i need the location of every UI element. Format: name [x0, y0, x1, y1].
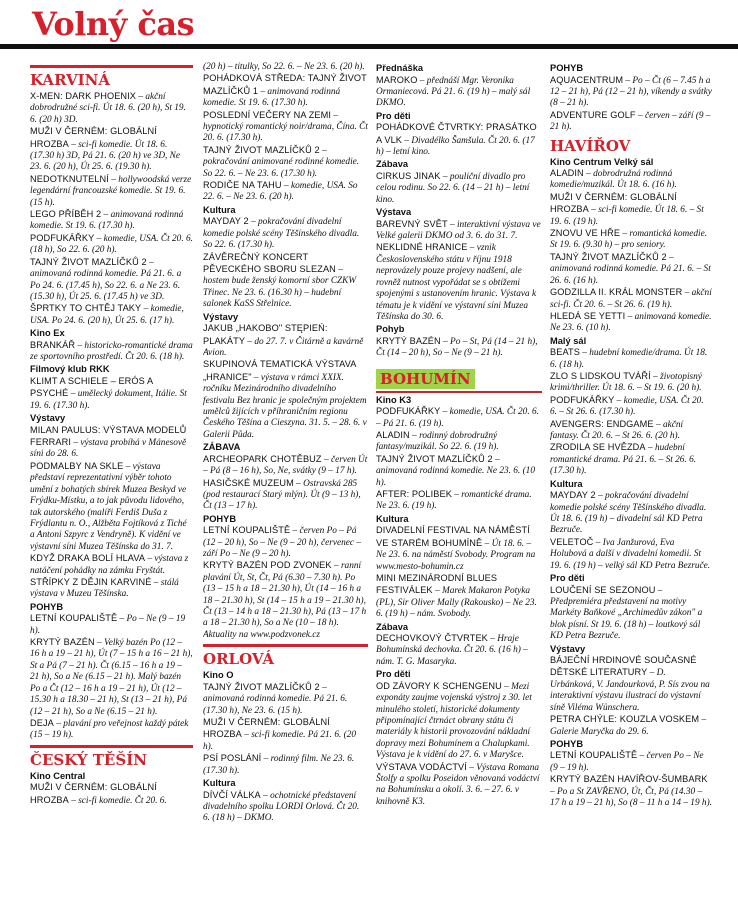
section [203, 62, 368, 641]
event-description: – Marek Makaron Potyka (PL), Sir Oliver Mally (Rakousko) – Ne 23. 6. (19 h) – nám. Svobody. [376, 586, 537, 620]
event-description: – animovaná rodinná komedie. Pá 21. 6. a Po 24. 6. (17.45 h), So 22. 6. a Ne 23. 6. (15.30 h), Út 25. 6. (17.45 h) ve 3D. [30, 257, 182, 302]
event-listing [376, 430, 542, 454]
event-description: – akční sci-fi. Čt 20. 6. – St 26. 6. (19 h). [550, 288, 712, 310]
event-description: – vznik Československého státu v říjnu 1918 neprovázely pouze projevy nadšení, ale rovněž nutnost vypořádat se s obtížemi spojenými s ustanovením hranic. Výstava k tématu je k vidění ve výstavní síni Muzea Těšínska do 30. 6. [376, 243, 537, 322]
event-title: DEJA [30, 717, 54, 728]
event-title: PETRA CHÝLE: KOUZLA VOSKEM [550, 714, 700, 725]
event-title: AFTER: POLIBEK [376, 488, 452, 499]
event-listing [376, 75, 542, 110]
venue-heading: ZÁBAVA [203, 442, 241, 453]
event-description: – Hraje Bohumínská dechovka. Čt 20. 6. (16 h) – nám. T. G. Masaryka. [376, 634, 528, 667]
event-description: – pouliční divadlo pro celou rodinu. So 22. 6. (14 – 21 h) – letní kino. [376, 171, 530, 205]
event-description: (20 h) – titulky, So 22. 6. – Ne 23. 6. (20 h). [203, 62, 365, 72]
event-title: MUŽI V ČERNÉM: GLOBÁLNÍ HROZBA [30, 126, 157, 149]
event-description: – výstava představí reprezentativní výběr tohoto umění z bohatých sbírek Muzea Beskyd ve Frýdku-Místku, a to jak původu lidového, tak autorského (malíři Ferdiš Duša z Frýdlantu n. O., Alžběta Fojtíková z Tiché a Antoni Szpyrc z Vendryně). K vidění ve výstavní síni Muzea Těšínska do 31. 7. [30, 461, 187, 552]
event-title: DECHOVKOVÝ ČTVRTEK [376, 633, 488, 644]
event-title: AVENGERS: ENDGAME [550, 418, 654, 429]
event-description: – rodinný dobrodružný fantasy/muzikál. So 22. 6. (19 h). [376, 430, 499, 453]
event-description: – Předpremiéra představení na motivy Markéty Baňkové „Archimedův zákon" a blok písní. St 19. 6. (18 h) – loutkový sál KD Petra Bezruče. [550, 585, 703, 642]
event-listing [30, 174, 193, 209]
event-title: MILAN PAULUS: VÝSTAVA MODELŮ FERRARI [30, 424, 187, 448]
event-description: – hypnotický romantický noir/drama, Čína. Čt 20. 6. (17.30 h). [203, 110, 368, 144]
event-title: ŠPRTKY TO CHTĚJ TAKY [30, 303, 142, 314]
venue-heading: Kino K3 [376, 394, 412, 405]
event-description: – animovaná rodinná komedie. Pá 21. 6. – St 26. 6. (16 h). [550, 252, 711, 286]
event-description: – dobrodružná rodinná komedie/muzikál. Út 18. 6. (16 h). [550, 169, 677, 191]
venue-heading: Kultura [203, 778, 236, 789]
event-title: ZÁVĚREČNÝ KONCERT PĚVECKÉHO SBORU SLEZAN [203, 251, 336, 274]
event-title: MAYDAY 2 [550, 490, 596, 501]
event-listing [203, 478, 368, 513]
event-listing [550, 750, 712, 774]
event-listing [203, 682, 368, 717]
venue-heading: Výstavy [30, 413, 66, 424]
event-description: – animovaná rodinná komedie. St 19. 6. (17.30 h). [30, 210, 184, 232]
event-listing [550, 419, 712, 443]
event-listing [550, 442, 712, 477]
event-listing [30, 126, 193, 174]
event-listing [30, 613, 193, 637]
column-4 [550, 62, 712, 905]
section [203, 644, 368, 824]
event-description: – komedie, USA. Čt 20. 6. – Pá 21. 6. (19 h). [376, 407, 539, 429]
event-description: – komedie, USA. Čt 20. 6. (18 h), So 22. 6. (20 h). [30, 233, 193, 256]
event-listing [203, 252, 368, 311]
venue-heading: Pro děti [376, 669, 411, 680]
event-title: AQUACENTRUM [550, 74, 624, 85]
venue-heading: Výstava [376, 207, 412, 218]
event-description: – červen Po – Pá (12 – 20 h), So – Ne (9 – 20 h), červenec – září Po – Ne (9 – 20 h). [203, 526, 362, 560]
event-listing [30, 257, 193, 304]
event-description: – Po a St ZAVŘENO, Út, Čt, Pá (14.30 – 17 h a 19 – 21 h), So (8 – 11 h a 14 – 19 h). [550, 786, 712, 809]
event-description: – D. Urbánková, V. Jandourková, P. Sís zvou na interaktivní výstavu ilustrací do výstavní síně Viléma Wünschera. [550, 668, 710, 713]
event-title: TAJNÝ ŽIVOT MAZLÍČKŮ 2 [550, 251, 667, 262]
event-title: ALADIN [376, 429, 410, 440]
event-description: – Výstava Romana Štolfy a spolku Poseidon věnovaná vodáctví na Bohumínsku a okolí. 3. 6. – 27. 6. v knihovně K3. [376, 762, 540, 807]
event-title: JAKUB „HAKOBO" STĘPIEŃ: PLAKÁTY [203, 323, 328, 346]
venue-heading: Zábava [376, 159, 409, 170]
event-description: – plavání pro veřejnost každý pátek (15 – 19 h). [30, 718, 189, 741]
event-title: MUŽI V ČERNÉM: GLOBÁLNÍ HROZBA [203, 717, 330, 740]
event-description: – hollywoodská verze legendární francouzské komedie. St 19. 6. (15 h). [30, 174, 192, 208]
venue-heading: Pohyb [376, 324, 405, 335]
event-listing [203, 790, 368, 825]
event-description: – akční fantasy. Čt 20. 6. – St 26. 6. (20 h). [550, 419, 684, 442]
venue-heading: Pro děti [550, 573, 585, 584]
event-description: – akční dobrodružné sci-fi. Út 18. 6. (20 h), St 19. 6. (20 h) 3D. [30, 92, 186, 125]
event-title: LETNÍ KOUPALIŠTĚ [550, 750, 638, 761]
event-listing [30, 637, 193, 718]
event-listing [203, 216, 368, 251]
event-listing [376, 573, 542, 621]
event-description: – Ostravská 285 (pod restaurací Starý mlýn). Út (9 – 13 h), Čt (13 – 17 h). [203, 478, 361, 512]
event-listing [203, 73, 368, 109]
city-heading: KARVINÁ [30, 65, 193, 89]
event-listing [30, 340, 193, 364]
event-listing [550, 537, 712, 572]
event-listing [203, 145, 368, 180]
event-title: ARCHEOPARK CHOTĚBUZ [203, 453, 322, 464]
event-description: – komedie, USA. So 22. 6. – Ne 23. 6. (20 h). [203, 181, 358, 203]
event-title: NEKLIDNÉ HRANICE [376, 242, 468, 253]
event-title: VELETOČ [550, 536, 594, 547]
event-description: – Iva Janžurová, Eva Holubová a další v divadelní komedii. St 19. 6. (19 h) – velký sál KD Petra Bezruče. [550, 537, 711, 571]
event-listing [550, 371, 712, 395]
event-listing [550, 75, 712, 110]
event-description: – rodinný film. Ne 23. 6. (17.30 h). [203, 754, 355, 776]
event-listing [30, 577, 193, 601]
event-description: – červen Út – Pá (8 – 16 h), So, Ne, svátky (9 – 17 h). [203, 454, 368, 477]
event-listing [376, 122, 542, 158]
event-listing [550, 252, 712, 287]
event-title: DIVADELNÍ FESTIVAL NA NÁMĚSTÍ VE STARÉM BOHUMÍNĚ [376, 525, 530, 548]
event-listing [30, 303, 193, 327]
event-listing [203, 180, 368, 204]
venue-heading: Kultura [203, 204, 236, 215]
venue-heading: Filmový klub RKK [30, 364, 110, 375]
event-description: – Mezi exponáty zaujme vojenská výstroj z 30. let minulého století, historické dokumenty připomínající čtrnáct obrany státu či materiály k historii provozování nákladní dopravy mezi Bohumínem a Chalupkami. Výstava je k vidění do 27. 6. v Maryšce. [376, 681, 532, 761]
event-description: – animovaná rodinná komedie. St 19. 6. (17.30 h). [203, 86, 341, 109]
event-description: – interaktivní výstava ve Velké galerii DKMO od 3. 6. do 31. 7. [376, 219, 541, 242]
city-heading: ČESKÝ TĚŠÍN [30, 745, 193, 769]
event-title: TAJNÝ ŽIVOT MAZLÍČKŮ 2 [203, 681, 320, 692]
event-title: MUŽI V ČERNÉM: GLOBÁLNÍ HROZBA [550, 191, 677, 215]
event-title: BÁJEČNÍ HRDINOVÉ SOUČASNÉ DĚTSKÉ LITERATURY [550, 655, 697, 678]
venue-heading: Výstavy [550, 643, 586, 654]
section [376, 363, 542, 809]
event-title: TAJNÝ ŽIVOT MAZLÍČKŮ 2 [376, 453, 493, 464]
event-title: BAREVNÝ SVĚT [376, 218, 448, 229]
event-title: ZRODILA SE HVĚZDA [550, 442, 646, 453]
event-description: – Galerie Maryčka do 29. 6. [550, 715, 707, 737]
event-title: KRYTÝ BAZÉN POD ZVONEK [203, 560, 332, 571]
event-listing [376, 633, 542, 668]
section [550, 63, 712, 134]
event-title: POHÁDKOVÉ ČTVRTKY: PRASÁTKO A VLK [376, 122, 537, 145]
event-listing [30, 425, 193, 461]
event-listing [376, 454, 542, 489]
event-description: – Divadélko Šamšula. Čt 20. 6. (17 h) – letní kino. [376, 135, 535, 158]
event-title: MAROKO [376, 74, 418, 85]
event-description: – výstava z natáčení pohádky na zámku Fryštát. [30, 554, 189, 576]
page-title: Volný čas [32, 5, 195, 43]
event-description: – historicko-romantické drama ze sportovního prostředí. Čt 20. 6. (18 h). [30, 340, 193, 363]
event-title: LOUČENÍ SE SEZONOU [550, 584, 656, 595]
city-heading: HAVÍŘOV [550, 136, 631, 155]
event-title: DÍVČÍ VÁLKA [203, 789, 261, 800]
event-title: MUŽI V ČERNÉM: GLOBÁLNÍ HROZBA [30, 782, 157, 805]
section [30, 65, 193, 742]
event-description: – Út 18. 6. – Ne 23. 6. na náměstí Svobody. Program na www.mesto-bohumin.cz [376, 538, 536, 572]
event-title: HASIČSKÉ MUZEUM [203, 477, 294, 488]
event-description: – romantické drama. Ne 23. 6. (19 h). [376, 489, 532, 512]
event-listing [203, 753, 368, 777]
event-title: KDYŽ DRAKA BOLÍ HLAVA [30, 553, 146, 564]
event-listing [30, 782, 193, 807]
title-rule [0, 44, 738, 49]
event-listing [203, 717, 368, 753]
event-description: – animovaná rodinná komedie. Pá 21. 6. (17.30 h), Ne 23. 6. (15 h). [203, 682, 348, 716]
event-title: KRYTÝ BAZÉN [30, 637, 95, 648]
event-listing [550, 714, 712, 738]
event-description: – životopisný krimi/thriller. Út 18. 6. – St 19. 6. (20 h). [550, 372, 702, 394]
event-listing [376, 762, 542, 809]
event-title: MINI MEZINÁRODNÍ BLUES FESTIVÁLEK [376, 572, 498, 596]
event-description: – hostem bude ženský komorní sbor CZKW Třinec. Ne 23. 6. (16.30 h) – hudební salonek KaSS Střelnice. [203, 265, 357, 310]
event-description: – romantická komedie. St 19. 6. (9.30 h) – pro seniory. [550, 229, 708, 251]
venue-heading: POHYB [30, 601, 64, 612]
event-listing [550, 585, 712, 643]
event-description: – pokračování animované rodinné komedie. So 22. 6. – Ne 23. 6. (17.30 h). [203, 145, 360, 179]
section [30, 745, 193, 807]
event-listing [30, 461, 193, 553]
column-2 [203, 62, 368, 905]
event-title: PODFUKÁŘKY [550, 394, 615, 405]
event-title: TAJNÝ ŽIVOT MAZLÍČKŮ 2 [30, 256, 147, 267]
event-description: – stálá výstava v Muzeu Těšínska. [30, 577, 179, 600]
venue-heading: Kultura [550, 478, 583, 489]
event-description: – výstava v rámci XXIX. ročníku Mezinárodního divadelního festivalu Bez hranic je společným projektem umělců žijících v příhraničním regionu Českého Těšína a Cieszyna. 31. 5. – 28. 6. v Galerii Půda. [203, 372, 367, 440]
event-description: – do 27. 7. v Čitárně a kavárně Avion. [203, 336, 364, 358]
event-listing [376, 171, 542, 206]
event-description: – Po – Čt (6 – 7.45 h a 12 – 21 h), Pá (12 – 21 h), víkendy a svátky (8 – 21 h). [550, 75, 712, 109]
event-description: – Po – St, Pá (14 – 21 h), Čt (14 – 20 h), So – Ne (9 – 21 h). [376, 336, 538, 359]
event-description: – umělecký dokument, Itálie. St 19. 6. (17.30 h). [30, 389, 187, 411]
event-title: POSLEDNÍ VEČERY NA ZEMI [203, 109, 332, 120]
event-listing [203, 454, 368, 478]
event-title: LEGO PŘÍBĚH 2 [30, 209, 102, 220]
venue-heading: Malý sál [550, 335, 587, 346]
event-title: ADVENTURE GOLF [550, 109, 636, 120]
event-title: PSÍ POSLÁNÍ [203, 753, 262, 764]
event-listing [376, 336, 542, 360]
event-description: – hudební romantické drama. Pá 21. 6. – St 26. 6. (17.30 h). [550, 443, 697, 477]
event-listing [376, 219, 542, 243]
event-title: POHÁDKOVÁ STŘEDA: TAJNÝ ŽIVOT MAZLÍČKŮ 1 [203, 73, 367, 96]
event-listing [203, 359, 368, 441]
event-listing [550, 287, 712, 311]
event-description: – pokračování divadelní komedie polské scény Těšínského divadla. So 22. 6. (17.30 h). [203, 217, 360, 251]
event-listing [550, 228, 712, 252]
column-3 [376, 62, 542, 905]
event-listing [376, 681, 542, 762]
event-description: – výstava probíhá v Mánesově síni do 28. 6. [30, 438, 187, 460]
section [376, 63, 542, 360]
event-description: – červen – září (9 – 21 h). [550, 110, 711, 133]
event-title: RODIČE NA TAHU [203, 180, 282, 191]
event-title: PODFUKÁŘKY [376, 406, 441, 417]
event-description: – Po – Ne (9 – 19 h). [30, 614, 186, 636]
venue-heading: POHYB [203, 513, 237, 524]
event-listing [550, 192, 712, 228]
event-listing [30, 209, 193, 233]
event-title: GODZILLA II. KRÁL MONSTER [550, 287, 683, 298]
venue-heading: Kino Ex [30, 328, 65, 339]
event-title: ZNOVU VE HŘE [550, 228, 621, 239]
venue-heading: Kino O [203, 670, 234, 681]
event-title: HLEDÁ SE YETTI [550, 310, 626, 321]
event-description: – animovaná komedie. Ne 23. 6. (10 h). [550, 311, 712, 334]
event-listing [30, 553, 193, 577]
event-description: – červen Po – Ne (9 – 19 h). [550, 751, 704, 773]
event-description: – sci-fi komedie. Pá 21. 6. (20 h). [203, 730, 357, 752]
event-title: SKUPINOVÁ TEMATICKÁ VÝSTAVA „HRANICE" [203, 359, 356, 382]
event-title: PODFUKÁŘKY [30, 232, 95, 243]
event-description: – animovaná rodinná komedie. Ne 23. 6. (10 h). [376, 454, 535, 488]
section [550, 137, 712, 810]
event-listing [550, 395, 712, 419]
venue-heading: Výstavy [203, 311, 239, 322]
event-listing [550, 311, 712, 335]
event-description: – Velký bazén Po (12 – 16 h a 19 – 21 h), Út (7 – 15 h a 16 – 21 h), St a Pá (7 – 21 h). Čt (6.15 – 16 h a 19 – 21 h), So a Ne (6.15 – 21 h). Malý bazén Po a Čt (12 – 16 h a 19 – 21 h), Út (12 – 15.30 h a 18.30 – 21 h), St (13 – 21 h), Pá (12 – 21 h), So a Ne (6.15 – 21 h). [30, 638, 193, 717]
event-title: LETNÍ KOUPALIŠTĚ [30, 613, 118, 624]
event-title: TAJNÝ ŽIVOT MAZLÍČKŮ 2 [203, 144, 320, 155]
venue-heading: POHYB [550, 738, 584, 749]
event-listing [30, 91, 193, 126]
event-listing [30, 233, 193, 257]
venue-heading: Pro děti [376, 110, 411, 121]
event-listing [376, 242, 542, 323]
venue-heading: POHYB [550, 63, 584, 73]
event-listing [203, 525, 368, 560]
event-title: NEDOTKNUTELNÍ [30, 173, 109, 184]
event-listing [30, 376, 193, 412]
event-description: – ochotnické představení divadelního spolku LORDI Orlová. Čt 20. 6. (18 h) – DKMO. [203, 790, 360, 824]
event-description: – ranní plavání Út, St, Čt, Pá (6.30 – 7.30 h). Po (13 – 15 h a 18 – 21.30 h), Út (14 – 16 h a 18 – 21.30 h), St (14 – 15 h a 19 – 21.30 h), Čt (13 – 14 h a 18 – 21.30 h), Pá (13 – 17 h a 18 – 21.30 h), So a Ne (10 – 18 h). Aktuality na www.podzvonek.cz [203, 561, 367, 640]
event-listing [550, 168, 712, 192]
event-title: CIRKUS JINAK [376, 170, 441, 181]
event-description: – přednáší Mgr. Veronika Ormaniecová. Pá 21. 6. (19 h) – malý sál DKMO. [376, 75, 531, 109]
column-1 [30, 62, 193, 905]
city-heading: BOHUMÍN [376, 369, 475, 389]
event-listing [376, 406, 542, 430]
event-description: – sci-fi komedie. Út 18. 6. – St 19. 6. (19 h). [550, 205, 704, 227]
event-listing [550, 490, 712, 537]
event-listing [550, 347, 712, 371]
event-title: ZLO S LIDSKOU TVÁŘÍ [550, 371, 651, 382]
event-description: – hudební komedie/drama. Út 18. 6. (18 h). [550, 348, 708, 370]
venue-heading: Zábava [376, 621, 409, 632]
event-title: KRYTÝ BAZÉN [376, 335, 441, 346]
event-listing [550, 774, 712, 809]
event-title: STŘÍPKY Z DĚJIN KARVINÉ [30, 576, 152, 587]
event-title: X-MEN: DARK PHOENIX [30, 91, 137, 101]
event-title: OD ZÁVORY K SCHENGENU [376, 680, 502, 691]
event-title: BEATS [550, 347, 580, 358]
event-listing [203, 560, 368, 641]
venue-heading: Kino Centrum Velký sál [550, 156, 654, 167]
event-listing [203, 323, 368, 359]
venue-heading: Přednáška [376, 63, 424, 73]
event-listing [550, 655, 712, 714]
event-title: LETNÍ KOUPALIŠTĚ [203, 525, 291, 536]
event-listing [203, 110, 368, 145]
event-title: BRANKÁŘ [30, 339, 76, 350]
venue-heading: Kultura [376, 513, 409, 524]
event-description: – sci-fi komedie. Út 18. 6. (17.30 h) 3D, Pá 21. 6. (20 h) ve 3D, Ne 23. 6. (20 h), Út 25. 6. (19.30 h). [30, 139, 181, 173]
event-description: – pokračování divadelní komedie polské scény Těšínského divadla. Út 18. 6. (19 h) – divadelní sál KD Petra Bezruče. [550, 491, 707, 536]
event-title: MAYDAY 2 [203, 216, 249, 227]
event-title: PODMALBY NA SKLE [30, 460, 124, 471]
event-title: KLIMT A SCHIELE – ERÓS A PSYCHÉ [30, 375, 153, 399]
event-title: VÝSTAVA VODÁCTVÍ [376, 761, 467, 772]
city-heading: ORLOVÁ [203, 644, 368, 668]
event-description: – komedie, USA. Po 24. 6. (20 h), Út 25. 6. (17 h). [30, 304, 184, 326]
event-description: – komedie, USA. Čt 20. 6. – St 26. 6. (17.30 h). [550, 395, 704, 418]
city-rule [376, 391, 542, 393]
event-listing [550, 110, 712, 134]
event-listing [376, 489, 542, 513]
event-listing [203, 62, 368, 73]
event-listing [376, 525, 542, 573]
event-listing [30, 718, 193, 742]
venue-heading: Kino Central [30, 770, 86, 781]
event-title: ALADIN [550, 168, 584, 179]
event-description: – sci-fi komedie. Čt 20. 6. [71, 795, 167, 806]
event-title: KRYTÝ BAZÉN HAVÍŘOV-ŠUMBARK [550, 774, 708, 785]
